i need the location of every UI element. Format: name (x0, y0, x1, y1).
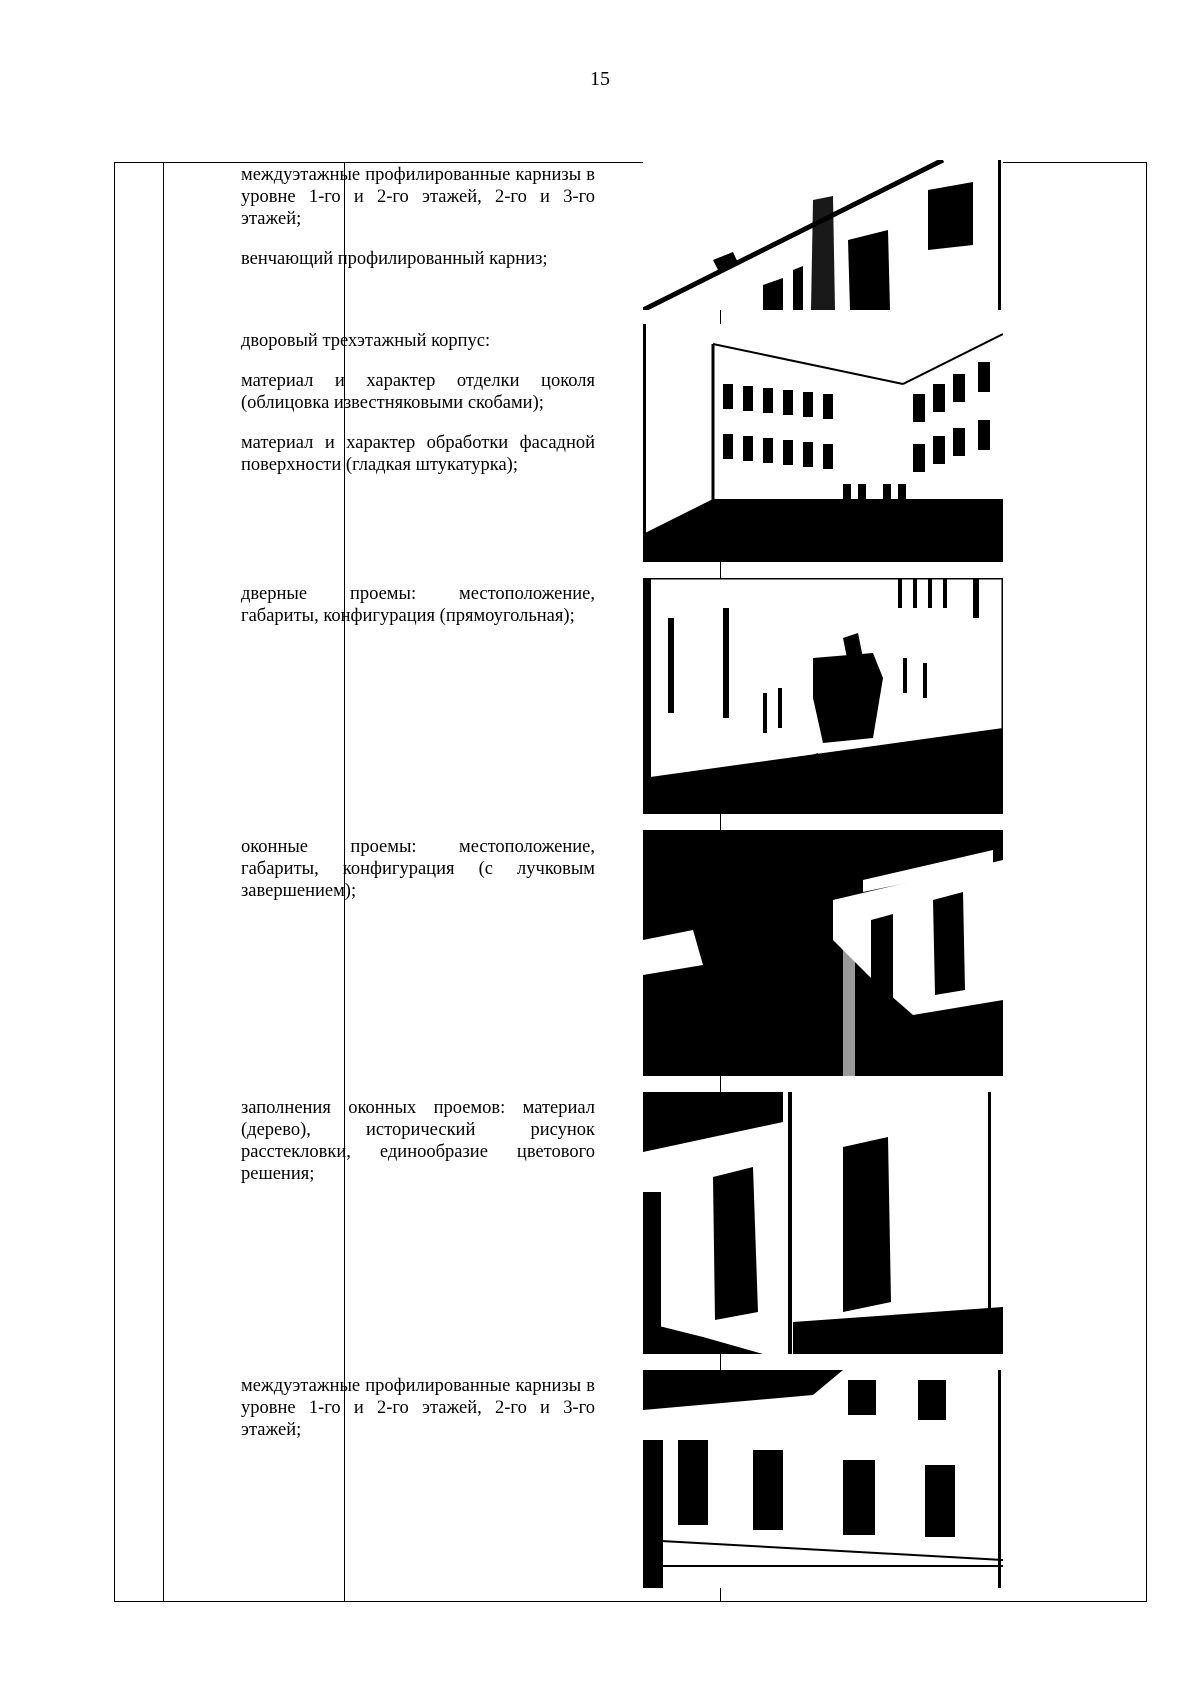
feature-paragraph: заполнения оконных проемов: материал (дерево), исторический рисунок расстекловки, единообразие цветового решения; (241, 1098, 595, 1184)
feature-description (241, 164, 595, 288)
feature-paragraph: материал и характер обработки фасадной поверхности (гладкая штукатурка); (241, 433, 595, 475)
feature-description (241, 1375, 595, 1459)
feature-paragraph: междуэтажные профилированные карнизы в уровне 1-го и 2-го этажей, 2-го и 3-го этажей; (241, 165, 595, 229)
feature-paragraph: междуэтажные профилированные карнизы в уровне 1-го и 2-го этажей, 2-го и 3-го этажей; (241, 1376, 595, 1440)
courtyard-building-photo (643, 324, 1003, 562)
door-openings-photo (643, 578, 1003, 814)
page-number: 15 (590, 68, 610, 90)
interfloor-cornices-photo (643, 1370, 1003, 1588)
facade-cornice-photo (643, 160, 1003, 310)
feature-paragraph: оконные проемы: местоположение, габариты, конфигурация (с лучковым завершением); (241, 837, 595, 901)
window-fillings-photo (643, 1092, 1003, 1354)
feature-paragraph: материал и характер отделки цоколя (облицовка известняковыми скобами); (241, 371, 595, 413)
feature-description (241, 836, 595, 920)
column-divider (163, 163, 164, 1601)
feature-paragraph: дворовый трехэтажный корпус: (241, 331, 491, 351)
feature-paragraph: дверные проемы: местоположение, габариты, конфигурация (прямоугольная); (241, 584, 595, 626)
feature-description (241, 583, 595, 645)
feature-description (241, 330, 595, 494)
feature-description (241, 1097, 595, 1203)
feature-paragraph: венчающий профилированный карниз; (241, 249, 548, 269)
window-openings-photo (643, 830, 1003, 1076)
